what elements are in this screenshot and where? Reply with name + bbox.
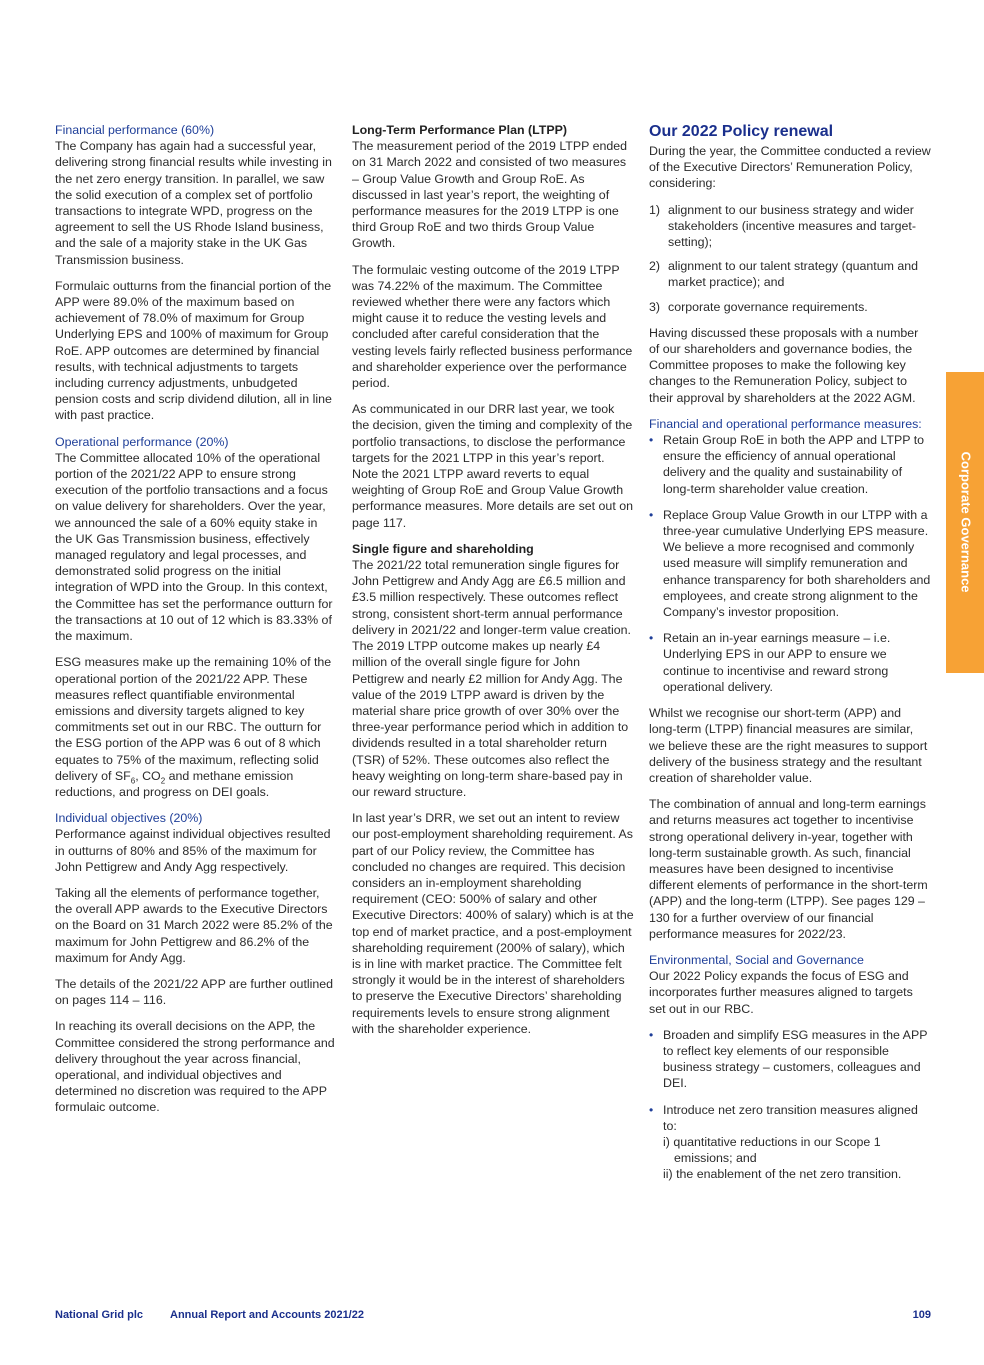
- list-item-text: Retain Group RoE in both the APP and LTPP to ensure the efficiency of annual operational delivery and the quality and sustainability of long-term shareholder value creation.: [663, 433, 925, 496]
- paragraph: Performance against individual objectives resulted in outturns of 80% and 85% of the maximum for John Pettigrew and Andy Agg respectively.: [55, 827, 331, 874]
- financial-performance-heading: Financial performance (60%): [55, 123, 215, 137]
- bullet-icon: •: [649, 1027, 654, 1042]
- list-number: 1): [649, 202, 661, 217]
- list-item: [649, 630, 931, 695]
- operational-performance-heading: Operational performance (20%): [55, 434, 229, 449]
- paragraph: Taking all the elements of performance together, the overall APP awards to the Executive Directors on the Board on 31 March 2022 were 85.2% of the maximum for John Pettigrew and 86.2% of the maximum for Andy Agg.: [55, 885, 333, 965]
- individual-objectives-heading: Individual objectives (20%): [55, 811, 203, 826]
- column-left: [55, 122, 337, 1126]
- esg-measures-paragraph: [55, 654, 337, 800]
- operational-performance-section: [55, 434, 337, 645]
- financial-performance-section: [55, 122, 337, 268]
- paragraph: The Company has again had a successful year, delivering strong financial results while investing in the net zero energy transition. In parallel, we saw the solid execution of a complex set of portfolio transactions to integrate WPD, progress on the agreement to sell the US Rhode Island business, and the sale of a majority stake in the UK Gas Transmission business.: [55, 139, 332, 267]
- paragraph: Whilst we recognise our short-term (APP) and long-term (LTPP) financial measures are similar, we believe these are the right measures to support delivery of the business strategy and the resultant creation of shareholder value.: [649, 706, 928, 785]
- list-item-text: Introduce net zero transition measures aligned to:: [663, 1102, 918, 1133]
- bullet-icon: •: [649, 507, 654, 522]
- subscript: 2: [160, 776, 166, 786]
- list-item: [649, 1027, 931, 1092]
- ltpp-heading: Long-Term Performance Plan (LTPP): [352, 123, 568, 137]
- list-item: [649, 1102, 931, 1183]
- paragraph: The details of the 2021/22 APP are further outlined on pages 114 – 116.: [55, 976, 334, 1008]
- text-run: ESG measures make up the remaining 10% of the operational portion of the 2021/22 APP. These measures reflect quantifiable environmental emissions and diversity targets aligned to key commitments set out in our RBC. The outturn for the ESG portion of the APP was 6 out of 8 which equates to 75% of the maximum, reflecting solid delivery of SF: [55, 655, 332, 783]
- list-item-text: alignment to our talent strategy (quantum and market practice); and: [668, 259, 919, 290]
- bullet-icon: •: [649, 1102, 654, 1117]
- list-item-text: alignment to our business strategy and wider stakeholders (incentive measures and target-setting);: [668, 202, 916, 250]
- ltpp-section: [352, 122, 634, 252]
- esg-heading: Environmental, Social and Governance: [649, 952, 864, 967]
- financial-operational-heading: Financial and operational performance measures:: [649, 416, 922, 431]
- bullet-icon: •: [649, 631, 654, 646]
- text-run: , CO: [135, 768, 161, 783]
- paragraph: The combination of annual and long-term earnings and returns measures act together to incentivise strong operational delivery in-year, together with long-term sustainable growth. As such, financial measures have been designed to incentivise different elements of performance in the short-term (APP) and the long-term (LTPP). See pages 129 – 130 for a further overview of our financial performance measures for 2022/23.: [649, 797, 928, 941]
- single-figure-section: [352, 541, 634, 800]
- column-middle: [352, 122, 634, 1047]
- bullet-icon: •: [649, 433, 654, 448]
- list-item: [649, 202, 931, 251]
- list-item: [649, 299, 931, 315]
- policy-renewal-title: Our 2022 Policy renewal: [649, 123, 834, 140]
- paragraph: As communicated in our DRR last year, we took the decision, given the timing and complexity of the portfolio transactions, to disclose the performance targets for the 2021 LTPP in this year’s report. Note the 2021 LTPP award reverts to equal weighting of Group RoE and Group Value Growth performance measures. More details are set out on page 117.: [352, 402, 633, 530]
- esg-measures-list: [649, 1027, 931, 1183]
- paragraph: Our 2022 Policy expands the focus of ESG and incorporates further measures aligned to targets set out in our RBC.: [649, 969, 913, 1016]
- paragraph: The Committee allocated 10% of the operational portion of the 2021/22 APP to ensure strong execution of the portfolio transactions and a focus on value delivery for shareholders. Over the year, we announced the sale of a 60% equity stake in the UK Gas Transmission business, effectively managed regulatory and legal processes, and demonstrated solid progress on the initial integration of WPD into the Group. In this context, the Committee has set the performance outturn for the transactions at 10 out of 12 which is 83.33% of the maximum.: [55, 450, 333, 644]
- esg-section: [649, 952, 931, 1017]
- section-tab-label: Corporate Governance: [958, 452, 974, 593]
- sub-list: [663, 1134, 931, 1183]
- list-item: [649, 258, 931, 290]
- list-number: 3): [649, 299, 661, 314]
- financial-measures-list: [649, 432, 931, 695]
- paragraph: In reaching its overall decisions on the APP, the Committee considered the strong performance and delivery throughout the year across financial, operational, and individual objectives and determined no discretion was required to the APP formulaic outcome.: [55, 1019, 335, 1115]
- subscript: 6: [130, 776, 136, 786]
- considerations-list: [649, 202, 931, 315]
- paragraph: In last year’s DRR, we set out an intent to review our post-employment shareholding requirement. As part of our Policy review, the Committee has concluded no changes are required. This decision considers an in-employment shareholding requirement (CEO: 500% of salary and other Executive Directors: 400% of salary) which is at the top end of market practice, and a post-employment shareholding requirement (200% of salary), which is in line with market practice. The Committee felt strongly it would be in the interest of shareholders to preserve the Executive Directors’ shareholding requirements levels to ensure strong alignment with the shareholder experience.: [352, 811, 634, 1036]
- paragraph: The formulaic vesting outcome of the 2019 LTPP was 74.22% of the maximum. The Committee reviewed whether there were any factors which might cause it to reduce the vesting levels and concluded after careful consideration that the vesting levels fairly reflected business performance and shareholder experience over the performance period.: [352, 262, 633, 391]
- individual-objectives-section: [55, 810, 337, 875]
- list-item-text: Retain an in-year earnings measure – i.e. Underlying EPS in our APP to ensure we continue to incentivise and reward strong operational delivery.: [663, 631, 891, 694]
- paragraph: The 2021/22 total remuneration single figures for John Pettigrew and Andy Agg are £6.5 million and £3.5 million respectively. These outcomes reflect strong, consistent short-term annual performance delivery in 2021/22 and longer-term value creation. The 2019 LTPP outcome makes up nearly £4 million of the overall single figure for John Pettigrew and nearly £2 million for Andy Agg. The value of the 2019 LTPP award is driven by the material share price growth of over 30% over the three-year performance period which in addition to dividends resulted in a total shareholder return (TSR) of 52%. These outcomes also reflect the heavy weighting on long-term share-based pay in our reward structure.: [352, 558, 631, 799]
- single-figure-heading: Single figure and shareholding: [352, 541, 534, 556]
- list-item: [649, 507, 931, 620]
- list-item-text: Replace Group Value Growth in our LTPP with a three-year cumulative Underlying EPS measure. We believe a more recognised and commonly used measure will simplify remuneration and enhance transparency for both shareholders and employees, and create strong alignment to the Company’s investor proposition.: [663, 507, 931, 620]
- list-item-text: corporate governance requirements.: [668, 299, 868, 314]
- paragraph: The measurement period of the 2019 LTPP ended on 31 March 2022 and consisted of two measures – Group Value Growth and Group RoE. As discussed in last year’s report, the weighting of performance measures for the 2019 LTPP is one third Group RoE and two thirds Group Value Growth.: [352, 139, 628, 251]
- sub-list-item: i) quantitative reductions in our Scope 1 emissions; and: [663, 1134, 881, 1166]
- sub-list-item: ii) the enablement of the net zero transition.: [663, 1167, 902, 1182]
- paragraph: Having discussed these proposals with a number of our shareholders and governance bodies, the Committee proposes to make the following key changes to the Remuneration Policy, subject to their approval by shareholders at the 2022 AGM.: [649, 325, 919, 405]
- paragraph: During the year, the Committee conducted a review of the Executive Directors’ Remuneration Policy, considering:: [649, 144, 931, 191]
- page-number: 109: [912, 1309, 931, 1321]
- list-number: 2): [649, 259, 661, 274]
- column-right: [649, 122, 931, 1193]
- list-item: [649, 432, 931, 497]
- section-tab: [946, 372, 984, 673]
- text-run: and methane emission reductions, and progress on DEI goals.: [55, 768, 294, 799]
- footer-report-title: Annual Report and Accounts 2021/22: [170, 1309, 364, 1321]
- paragraph: Formulaic outturns from the financial portion of the APP were 89.0% of the maximum based on achievement of 78.0% of maximum for Group Underlying EPS and 100% of maximum for Group RoE. APP outcomes are determined by financial results, with technical adjustments to targets including currency adjustments, unbudgeted pension costs and scrip dividend dilution, all in line with past practice.: [55, 278, 332, 423]
- footer-company: National Grid plc: [55, 1309, 144, 1321]
- list-item-text: Broaden and simplify ESG measures in the APP to reflect key elements of our responsible business strategy – customers, colleagues and DEI.: [663, 1027, 928, 1091]
- page-footer: [55, 1307, 931, 1323]
